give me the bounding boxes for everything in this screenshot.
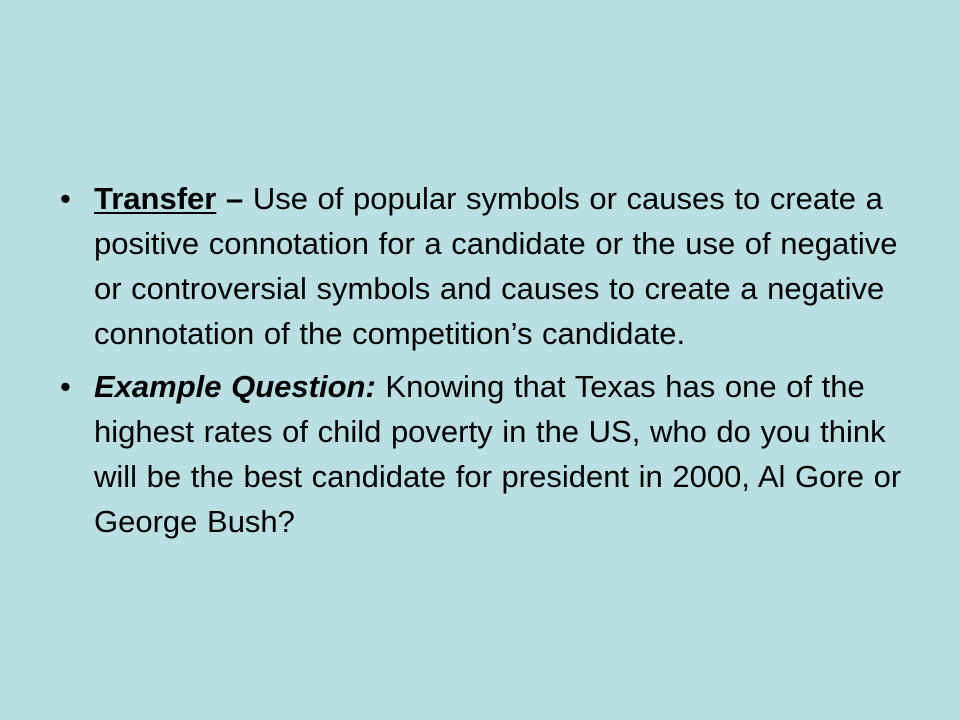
example-question-text: Knowing that Texas has one of the highest rates of child poverty in the US, who do you think will be the best candidate for president in 2000, Al Gore or George Bush? [94,369,902,539]
bullet-list [60,176,920,544]
term-separator: – [216,181,253,216]
term-transfer: Transfer [94,181,217,216]
transfer-definition: Use of popular symbols or causes to create a positive connotation for a candidate or the use of negative or controversial symbols and causes to create a negative connotation of the competition’s candidate. [94,181,898,351]
bullet-marker: • [60,369,71,404]
bullet-marker: • [60,181,71,216]
bullet-transfer [60,176,920,356]
example-question-label: Example Question: [94,369,376,404]
bullet-example-question [60,364,920,544]
